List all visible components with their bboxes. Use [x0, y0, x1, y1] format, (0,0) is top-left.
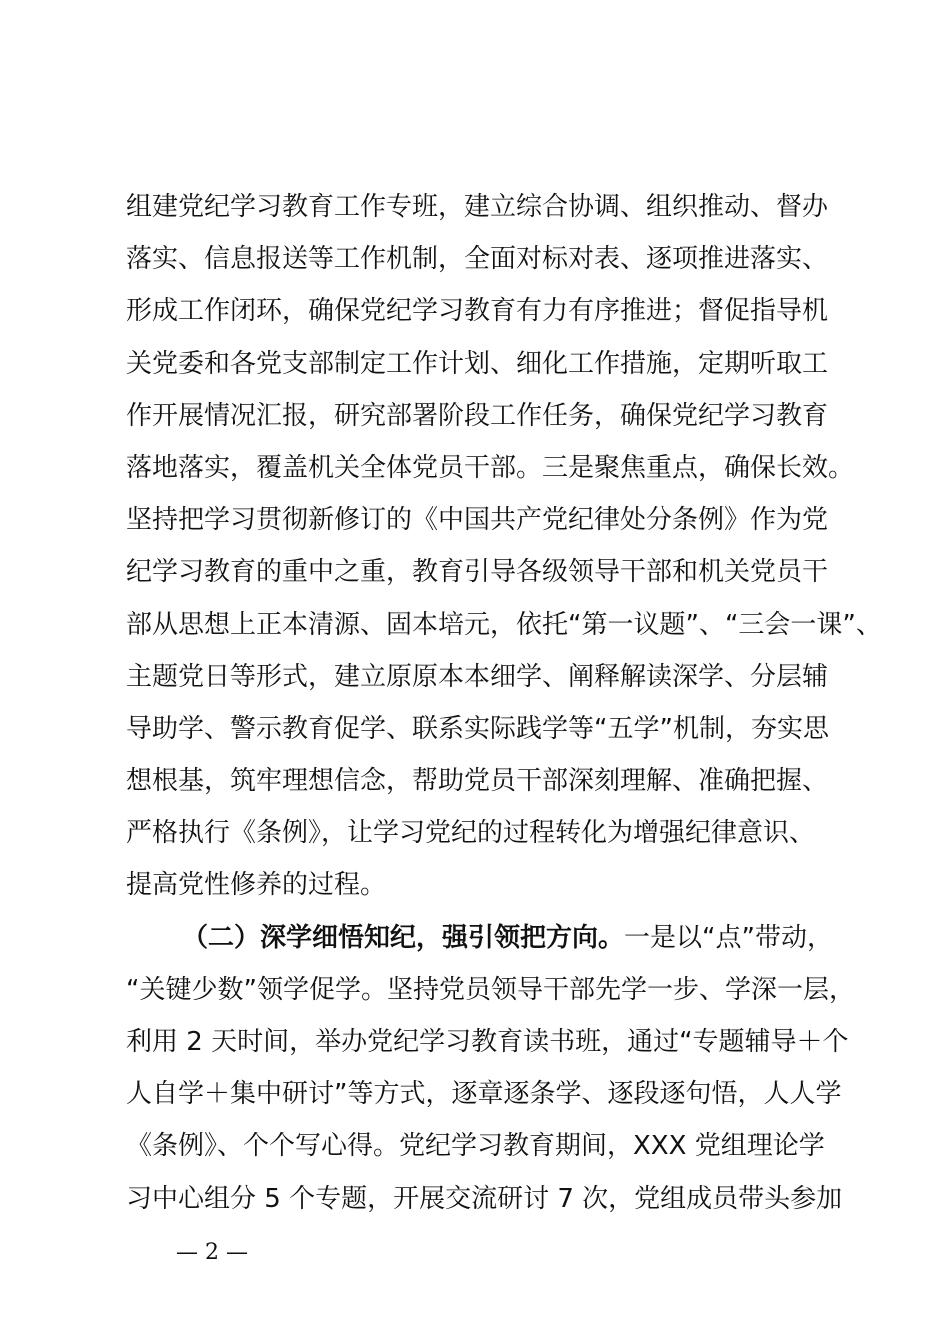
paragraph-line: 人自学＋集中研讨”等方式，逐章逐条学、逐段逐句悟，人人学	[126, 1079, 842, 1110]
paragraph-line: 关党委和各党支部制定工作计划、细化工作措施，定期听取工	[126, 348, 829, 379]
paragraph-line: 坚持把学习贯彻新修订的《中国共产党纪律处分条例》作为党	[126, 505, 829, 536]
paragraph-line: 形成工作闭环，确保党纪学习教育有力有序推进；督促指导机	[126, 296, 829, 327]
paragraph-line: 组建党纪学习教育工作专班，建立综合协调、组织推动、督办	[126, 192, 829, 222]
section-heading: （二）深学细悟知纪，强引领把方向。	[182, 922, 625, 953]
paragraph-line: 利用 2 天时间，举办党纪学习教育读书班，通过“专题辅导＋个	[126, 1027, 849, 1057]
paragraph-line: 落地落实，覆盖机关全体党员干部。三是聚焦重点，确保长效。	[126, 452, 855, 483]
paragraph-line: 严格执行《条例》，让学习党纪的过程转化为增强纪律意识、	[126, 818, 816, 849]
body-text	[126, 181, 882, 1225]
section-first-line	[126, 912, 866, 964]
paragraph-line: 作开展情况汇报，研究部署阶段工作任务，确保党纪学习教育	[126, 400, 829, 431]
paragraph-line: 提高党性修养的过程。	[126, 870, 387, 901]
section-first-line-text: 一是以“点”带动，	[624, 922, 833, 953]
paragraph-line: 落实、信息报送等工作机制，全面对标对表、逐项推进落实、	[126, 244, 829, 275]
paragraph-line: 习中心组分 5 个专题，开展交流研讨 7 次，党组成员带头参加	[126, 1183, 843, 1214]
paragraph-line: 《条例》、个个写心得。党纪学习教育期间，XXX 党组理论学	[126, 1131, 825, 1162]
paragraph-line: 纪学习教育的重中之重，教育引导各级领导干部和机关党员干	[126, 557, 829, 588]
paragraph-line: “关键少数”领学促学。坚持党员领导干部先学一步、学深一层，	[126, 974, 855, 1005]
paragraph-line: 主题党日等形式，建立原原本本细学、阐释解读深学、分层辅	[126, 661, 829, 692]
page-number: — 2 —	[176, 1240, 248, 1265]
paragraph-line: 想根基，筑牢理想信念，帮助党员干部深刻理解、准确把握、	[126, 766, 829, 797]
paragraph-line: 导助学、警示教育促学、联系实际践学等“五学”机制，夯实思	[126, 713, 829, 744]
paragraph-line: 部从思想上正本清源、固本培元，依托“第一议题”、“三会一课”、	[126, 609, 882, 640]
